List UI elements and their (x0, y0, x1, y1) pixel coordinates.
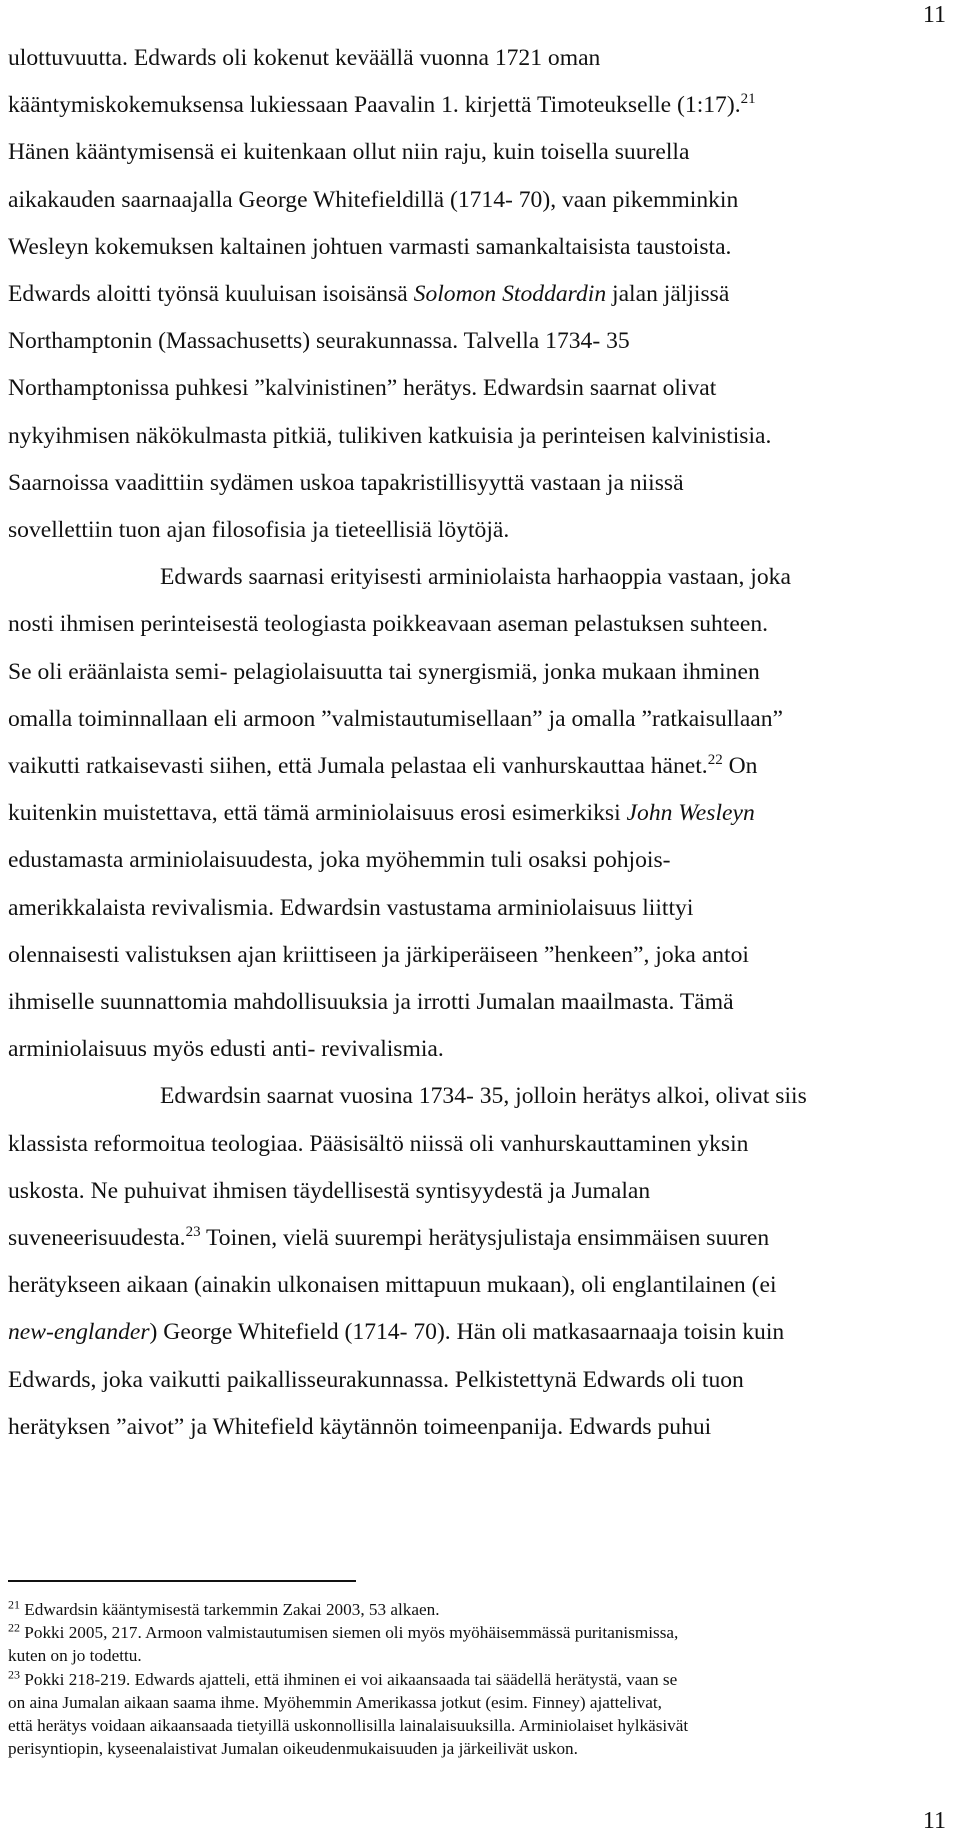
page-number-top: 11 (922, 2, 946, 28)
text-line: Saarnoissa vaadittiin sydämen uskoa tapakristillisyyttä vastaan ja niissä (8, 469, 684, 496)
text-line: edustamasta arminiolaisuudesta, joka myöhemmin tuli osaksi pohjois- (8, 847, 671, 874)
text-line: kääntymiskokemuksensa lukiessaan Paavalin 1. kirjettä Timoteukselle (1:17).$^{21}$ (8, 91, 756, 119)
text-line: Wesleyn kokemuksen kaltainen johtuen varmasti samankaltaisista taustoista. (8, 233, 732, 260)
page-number-bottom: 11 (922, 1808, 946, 1834)
text-line: Edwards aloitti työnsä kuuluisan isoisänsä Solomon Stoddardin jalan jäljissä (8, 281, 730, 308)
footnotes (8, 1598, 948, 1760)
text-line: amerikkalaista revivalismia. Edwardsin vastustama arminiolaisuus liittyi (8, 894, 694, 921)
text-line: olennaisesti valistuksen ajan kriittiseen ja järkiperäiseen ”henkeen”, joka antoi (8, 941, 749, 968)
text-line: aikakauden saarnaajalla George Whitefieldillä (1714- 70), vaan pikemminkin (8, 186, 739, 213)
text-line: herätykseen aikaan (ainakin ulkonaisen mittapuun mukaan), oli englantilainen (ei (8, 1272, 777, 1299)
text-line: Edwards, joka vaikutti paikallisseurakunnassa. Pelkistettynä Edwards oli tuon (8, 1366, 744, 1393)
italic-name: John Wesleyn (626, 800, 755, 827)
footnote-21: $^{21}$ Edwardsin kääntymisestä tarkemmin Zakai 2003, 53 alkaen. (8, 1597, 440, 1619)
text-line: omalla toiminnallaan eli armoon ”valmistautumisellaan” ja omalla ”ratkaisullaan” (8, 705, 784, 732)
text-line: Northamptonissa puhkesi ”kalvinistinen” herätys. Edwardsin saarnat olivat (8, 375, 717, 402)
footnote-divider (8, 1580, 356, 1582)
text-line: Se oli eräänlaista semi- pelagiolaisuutta tai synergismiä, jonka mukaan ihminen (8, 658, 760, 685)
text-line: nykyihmisen näkökulmasta pitkiä, tulikiven katkuisia ja perinteisen kalvinistisia. (8, 422, 772, 449)
footnote-ref-23[interactable]: 23 (185, 1224, 201, 1241)
text-line: vaikutti ratkaisevasti siihen, että Jumala pelastaa eli vanhurskauttaa hänet.$^{22}$ On (8, 752, 758, 780)
text-line: nosti ihmisen perinteisestä teologiasta poikkeavaan aseman pelastuksen suhteen. (8, 611, 769, 638)
text-line: Edwards saarnasi erityisesti arminiolaista harhaoppia vastaan, joka (160, 564, 791, 591)
text-line: ulottuvuutta. Edwards oli kokenut keväällä vuonna 1721 oman (8, 45, 601, 71)
text-line: klassista reformoitua teologiaa. Pääsisältö niissä oli vanhurskauttaminen yksin (8, 1130, 749, 1157)
text-line: arminiolaisuus myös edusti anti- revivalismia. (8, 1036, 444, 1063)
text-line: Northamptonin (Massachusetts) seurakunnassa. Talvella 1734- 35 (8, 328, 630, 355)
footnote-ref-22[interactable]: 22 (707, 752, 723, 769)
text-line: suveneerisuudesta.$^{23}$ Toinen, vielä suurempi herätysjulistaja ensimmäisen suuren (8, 1224, 770, 1252)
text-line: Hänen kääntymisensä ei kuitenkaan ollut niin raju, kuin toisella suurella (8, 139, 690, 166)
footnote-23: $^{23}$ Pokki 218-219. Edwards ajatteli, että ihminen ei voi aikaansaada tai säädellä herätystä, vaan se on aina Jumalan aikaan saama ihme. Myöhemmin Amerikassa jotkut (esim. Finney) ajattelivat, että herätys voidaan aikaansaada tietyillä uskonnollisilla lainalaisuuksilla. Arminiolaiset hylkäsivät perisyntiopin, kyseenalaistivat Jumalan oikeudenmukaisuuden ja järkeilivät uskon. (8, 1666, 689, 1759)
italic-name: Solomon Stoddardin (413, 281, 607, 308)
text-line: Edwardsin saarnat vuosina 1734- 35, jolloin herätys alkoi, olivat siis (160, 1083, 807, 1110)
text-line: kuitenkin muistettava, että tämä arminiolaisuus erosi esimerkiksi John Wesleyn (8, 800, 755, 827)
italic-term: new-englander (8, 1319, 150, 1346)
text-line: new-englander) George Whitefield (1714- 70). Hän oli matkasaarnaaja toisin kuin (8, 1319, 785, 1346)
text-line: uskosta. Ne puhuivat ihmisen täydellisestä syntisyydestä ja Jumalan (8, 1177, 651, 1204)
text-line: herätyksen ”aivot” ja Whitefield käytännön toimeenpanija. Edwards puhui (8, 1413, 712, 1440)
footnote-ref-21[interactable]: 21 (740, 91, 756, 108)
text-line: sovellettiin tuon ajan filosofisia ja tieteellisiä löytöjä. (8, 517, 510, 544)
main-text (8, 35, 938, 1451)
footnote-22: $^{22}$ Pokki 2005, 217. Armoon valmistautumisen siemen oli myös myöhäisemmässä puritanismissa, kuten on jo todettu. (8, 1620, 679, 1666)
text-line: ihmiselle suunnattomia mahdollisuuksia ja irrotti Jumalan maailmasta. Tämä (8, 989, 734, 1016)
